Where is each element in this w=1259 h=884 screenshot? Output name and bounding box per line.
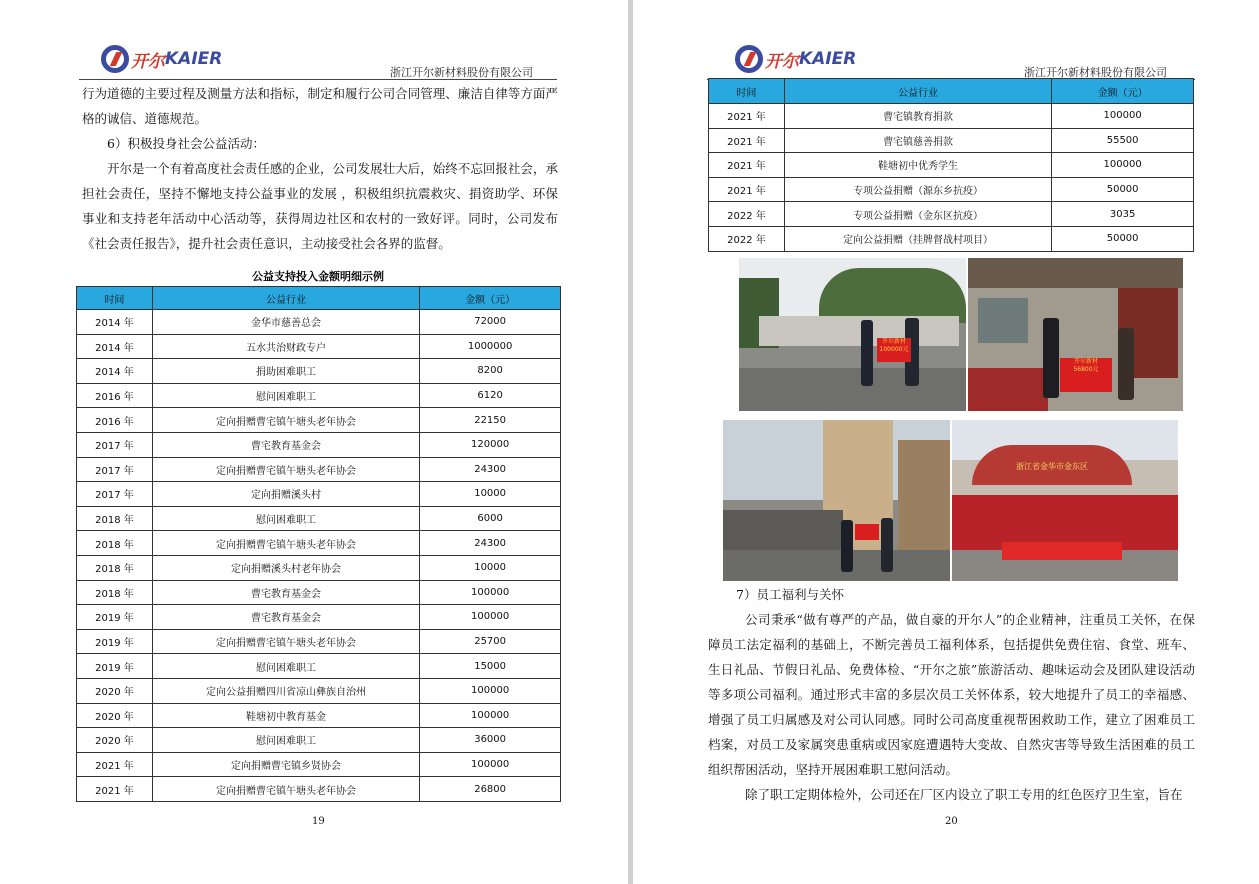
table-row — [77, 605, 561, 630]
table-row — [77, 752, 561, 777]
photo-monument-donation — [723, 420, 950, 581]
cell-amount: 10000 — [420, 555, 561, 580]
cell-year: 2021 年 — [709, 177, 785, 202]
table-header-row — [709, 79, 1194, 104]
cell-year: 2022 年 — [709, 202, 785, 227]
logo-en: KAIER — [799, 49, 857, 69]
table-row — [77, 310, 561, 335]
cell-category: 定向公益捐赠四川省凉山彝族自治州 — [152, 678, 419, 703]
table-row — [77, 728, 561, 753]
body-text — [82, 81, 558, 256]
sign-text: 浙江省金华市金东区 — [1016, 462, 1088, 471]
cell-category: 定向捐赠曹宅镇午塘头老年协会 — [152, 531, 419, 556]
cell-year: 2021 年 — [77, 752, 153, 777]
cell-year: 2018 年 — [77, 506, 153, 531]
cell-amount: 8200 — [420, 359, 561, 384]
table-row — [77, 703, 561, 728]
table-row — [77, 654, 561, 679]
cell-year: 2018 年 — [77, 531, 153, 556]
cell-amount: 100000 — [420, 703, 561, 728]
cell-amount: 3035 — [1052, 202, 1194, 227]
table-row — [77, 432, 561, 457]
table-row — [77, 629, 561, 654]
cell-year: 2018 年 — [77, 580, 153, 605]
kaier-logo-icon — [101, 45, 129, 73]
cell-year: 2021 年 — [709, 153, 785, 178]
cell-category: 定向捐赠曹宅镇乡贤协会 — [152, 752, 419, 777]
photo-school-donation — [739, 258, 966, 411]
donation-table-continued — [708, 78, 1194, 252]
cell-amount: 25700 — [420, 629, 561, 654]
logo-cn: 开尔 — [765, 51, 799, 72]
cell-category: 曹宅教育基金会 — [152, 432, 419, 457]
column-header: 公益行业 — [152, 287, 419, 310]
cell-category: 曹宅镇教育捐款 — [784, 104, 1051, 129]
cell-category: 定向捐赠曹宅镇午塘头老年协会 — [152, 777, 419, 802]
cell-year: 2020 年 — [77, 703, 153, 728]
cell-year: 2016 年 — [77, 383, 153, 408]
table-row — [77, 359, 561, 384]
logo-en: KAIER — [165, 49, 223, 69]
paragraph: 除了职工定期体检外，公司还在厂区内设立了职工专用的红色医疗卫生室，旨在 — [745, 787, 1183, 802]
cell-year: 2014 年 — [77, 310, 153, 335]
cell-category: 定向捐赠曹宅镇午塘头老年协会 — [152, 457, 419, 482]
cell-category: 曹宅教育基金会 — [152, 605, 419, 630]
table-row — [77, 383, 561, 408]
cell-category: 金华市慈善总会 — [152, 310, 419, 335]
cell-year: 2019 年 — [77, 605, 153, 630]
banner-text: 开尔新材 — [881, 338, 906, 345]
cell-category: 慰问困难职工 — [152, 728, 419, 753]
cell-year: 2016 年 — [77, 408, 153, 433]
table-row — [77, 678, 561, 703]
table-caption: 公益支持投入金额明细示例 — [252, 270, 384, 283]
cell-amount: 120000 — [420, 432, 561, 457]
cell-year: 2017 年 — [77, 457, 153, 482]
paragraph: 行为道德的主要过程及测量方法和指标，制定和履行公司合同管理、廉洁自律等方面严格的诚信、道德规范。 — [82, 86, 558, 126]
cell-category: 定向捐赠曹宅镇午塘头老年协会 — [152, 629, 419, 654]
column-header: 金额（元） — [1052, 79, 1194, 104]
cell-amount: 55500 — [1052, 128, 1194, 153]
table-row — [709, 104, 1194, 129]
table-row — [77, 777, 561, 802]
table-row — [77, 506, 561, 531]
kaier-logo-icon — [735, 45, 763, 73]
cell-amount: 36000 — [420, 728, 561, 753]
cell-category: 定向捐赠曹宅镇午塘头老年协会 — [152, 408, 419, 433]
cell-year: 2022 年 — [709, 226, 785, 251]
banner-amount: 56800元 — [1073, 366, 1099, 373]
paragraph: 公司秉承“做有尊严的产品，做自豪的开尔人”的企业精神，注重员工关怀，在保障员工法定福利的基础上，不断完善员工福利体系，包括提供免费住宿、食堂、班车、生日礼品、节假日礼品、免费体检、“开尔之旅”旅游活动、趣味运动会及团队建设活动等多项公司福利。通过形式丰富的多层次员工关怀体系，较大地提升了员工的幸福感、增强了员工归属感及对公司认同感。同时公司高度重视帮困救助工作，建立了困难员工档案，对员工及家属突患重病或因家庭遭遇特大变故、自然灾害等导致生活困难的员工组织帮困活动，坚持开展困难职工慰问活动。 — [708, 612, 1195, 777]
banner-text: 开尔新材 — [1073, 358, 1098, 365]
cell-year: 2019 年 — [77, 629, 153, 654]
body-text — [708, 582, 1195, 807]
page-20 — [633, 0, 1259, 884]
cell-amount: 6120 — [420, 383, 561, 408]
cell-amount: 50000 — [1052, 177, 1194, 202]
page-number: 19 — [312, 816, 325, 827]
table-row — [709, 153, 1194, 178]
cell-year: 2014 年 — [77, 334, 153, 359]
table-row — [77, 531, 561, 556]
table-row — [709, 202, 1194, 227]
section-heading: 6）积极投身社会公益活动： — [107, 136, 265, 151]
cell-year: 2019 年 — [77, 654, 153, 679]
cell-category: 捐助困难职工 — [152, 359, 419, 384]
column-header: 公益行业 — [784, 79, 1051, 104]
cell-amount: 10000 — [420, 482, 561, 507]
cell-category: 鞋塘初中优秀学生 — [784, 153, 1051, 178]
cell-category: 定向捐赠溪头村 — [152, 482, 419, 507]
cell-category: 慰问困难职工 — [152, 383, 419, 408]
company-logo — [735, 45, 856, 73]
cell-category: 定向公益捐赠（挂牌督战村项目） — [784, 226, 1051, 251]
table-row — [77, 580, 561, 605]
cell-year: 2017 年 — [77, 482, 153, 507]
column-header: 金额（元） — [420, 287, 561, 310]
table-row — [77, 482, 561, 507]
cell-year: 2020 年 — [77, 728, 153, 753]
cell-amount: 100000 — [1052, 153, 1194, 178]
table-row — [709, 177, 1194, 202]
page-19 — [0, 0, 628, 884]
header-rule — [79, 79, 557, 80]
cell-amount: 24300 — [420, 531, 561, 556]
page-number: 20 — [945, 816, 958, 827]
cell-category: 曹宅教育基金会 — [152, 580, 419, 605]
cell-year: 2014 年 — [77, 359, 153, 384]
paragraph: 开尔是一个有着高度社会责任感的企业，公司发展壮大后，始终不忘回报社会，承担社会责任，坚持不懈地支持公益事业的发展 ，积极组织抗震救灾、捐资助学、环保事业和支持老年活动中心活动等，获得周边社区和农村的一致好评。同时，公司发布《社会责任报告》，提升社会责任意识，主动接受社会各界的监督。 — [82, 161, 558, 251]
photo-village-donation — [968, 258, 1183, 411]
table-row — [77, 457, 561, 482]
cell-year: 2021 年 — [709, 128, 785, 153]
photo-group-donation — [952, 420, 1178, 581]
company-logo — [101, 45, 222, 73]
cell-year: 2021 年 — [709, 104, 785, 129]
cell-amount: 100000 — [420, 580, 561, 605]
cell-category: 五水共治财政专户 — [152, 334, 419, 359]
cell-category: 曹宅镇慈善捐款 — [784, 128, 1051, 153]
cell-year: 2017 年 — [77, 432, 153, 457]
cell-amount: 100000 — [420, 605, 561, 630]
cell-amount: 6000 — [420, 506, 561, 531]
cell-category: 专项公益捐赠（金东区抗疫） — [784, 202, 1051, 227]
cell-category: 慰问困难职工 — [152, 654, 419, 679]
section-heading: 7）员工福利与关怀 — [736, 587, 844, 602]
cell-amount: 26800 — [420, 777, 561, 802]
cell-category: 专项公益捐赠（源东乡抗疫） — [784, 177, 1051, 202]
column-header: 时间 — [77, 287, 153, 310]
cell-amount: 15000 — [420, 654, 561, 679]
table-row — [709, 226, 1194, 251]
cell-year: 2020 年 — [77, 678, 153, 703]
table-row — [709, 128, 1194, 153]
cell-amount: 72000 — [420, 310, 561, 335]
cell-amount: 22150 — [420, 408, 561, 433]
table-row — [77, 334, 561, 359]
cell-amount: 100000 — [420, 678, 561, 703]
logo-cn: 开尔 — [131, 51, 165, 72]
company-name: 浙江开尔新材料股份有限公司 — [1024, 66, 1167, 79]
cell-category: 慰问困难职工 — [152, 506, 419, 531]
cell-amount: 24300 — [420, 457, 561, 482]
company-name: 浙江开尔新材料股份有限公司 — [390, 66, 533, 79]
table-row — [77, 555, 561, 580]
cell-amount: 1000000 — [420, 334, 561, 359]
column-header: 时间 — [709, 79, 785, 104]
banner-amount: 100000元 — [879, 346, 909, 353]
donation-table — [76, 286, 561, 802]
cell-category: 定向捐赠溪头村老年协会 — [152, 555, 419, 580]
table-header-row — [77, 287, 561, 310]
cell-year: 2018 年 — [77, 555, 153, 580]
cell-amount: 50000 — [1052, 226, 1194, 251]
table-row — [77, 408, 561, 433]
cell-category: 鞋塘初中教育基金 — [152, 703, 419, 728]
cell-year: 2021 年 — [77, 777, 153, 802]
cell-amount: 100000 — [420, 752, 561, 777]
cell-amount: 100000 — [1052, 104, 1194, 129]
